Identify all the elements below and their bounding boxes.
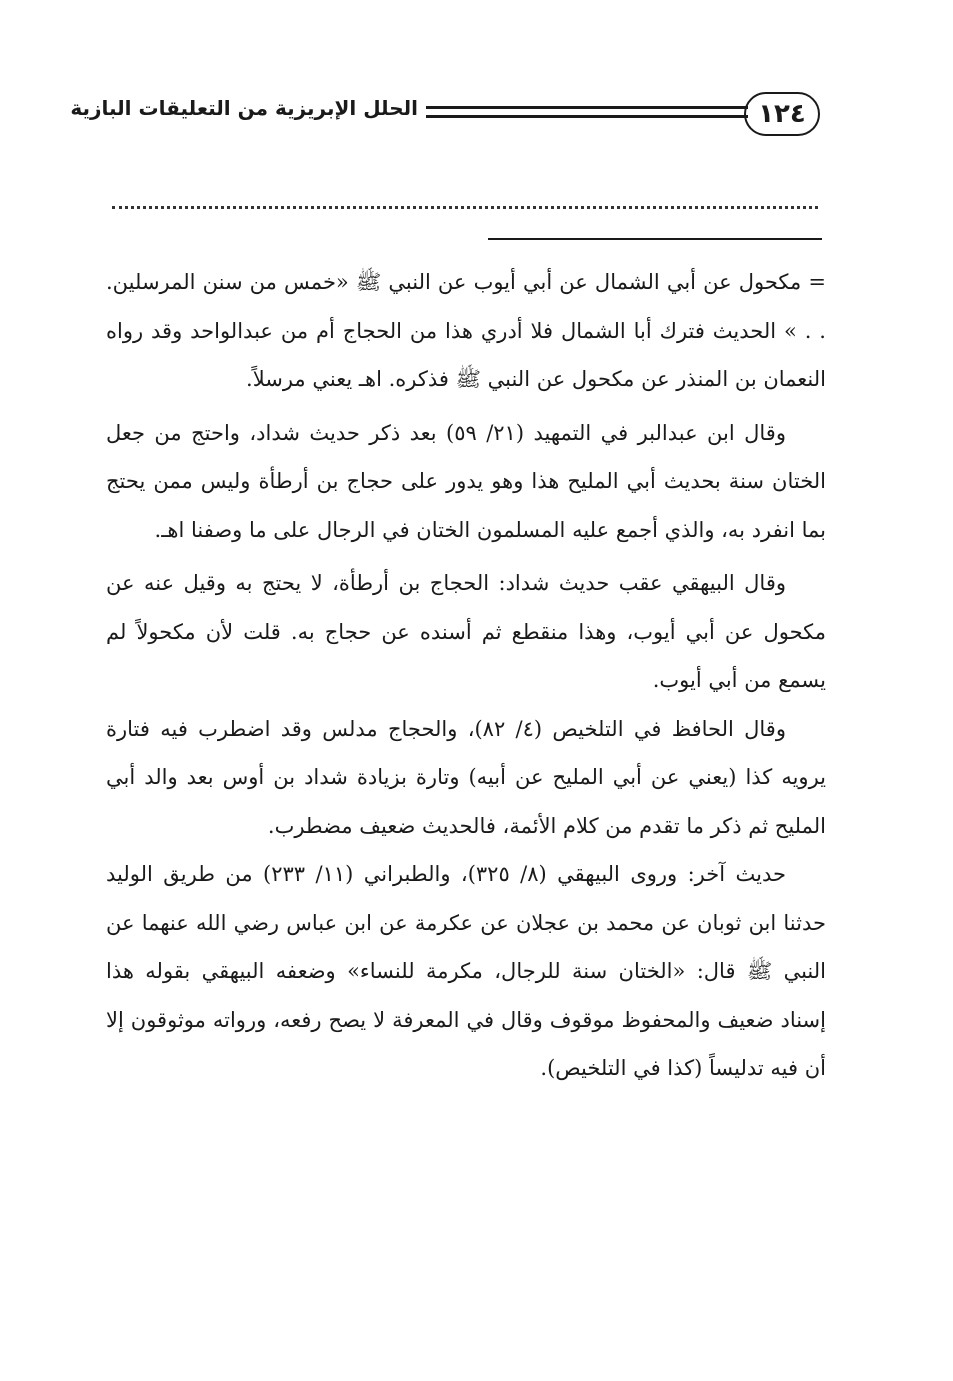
paragraph-ibn-abdulbarr: وقال ابن عبدالبر في التمهيد (٢١/ ٥٩) بعد ذكر حديث شداد، واحتج من جعل الختان سنة بحديث أبي المليح هذا وهو يدور على حجاج بن أرطأة وليس ممن يحتج بما انفرد به، والذي أجمع عليه المسلمون الختان في الرجال على ما وصفنا اهـ.: [106, 420, 826, 542]
paragraph-hafiz: وقال الحافظ في التلخيص (٤/ ٨٢)، والحجاج مدلس وقد اضطرب فيه فتارة يرويه كذا (يعني عن أبي المليح عن أبيه) وتارة بزيادة شداد بن أوس بعد والد أبي المليح ثم ذكر ما تقدم من كلام الأئمة، فالحديث ضعيف مضطرب.: [106, 716, 826, 838]
paragraph-continuation: = مكحول عن أبي الشمال عن أبي أيوب عن النبي ﷺ «خمس من سنن المرسلين. . . » الحديث فترك أبا الشمال فلا أدري هذا من الحجاج أم من عبدالواحد وقد رواه النعمان بن المنذر عن مكحول عن النبي ﷺ فذكره. اهـ يعني مرسلاً.: [106, 270, 826, 391]
running-title: الحلل الإبريزية من التعليقات البازية: [70, 96, 418, 120]
page-number: ١٢٤: [744, 92, 820, 136]
dotted-separator: [112, 206, 818, 209]
header-double-rule: [426, 106, 748, 118]
paragraph-bayhaqi: وقال البيهقي عقب حديث شداد: الحجاج بن أرطأة، لا يحتج به وقيل عنه عن مكحول عن أبي أيوب، وهذا منقطع ثم أسنده عن حجاج به. قلت لأن مكحولاً لم يسمع من أبي أيوب.: [106, 571, 826, 692]
footnote-rule: [488, 238, 822, 240]
page-header: [70, 92, 820, 142]
paragraph-another-hadith: حديث آخر: وروى البيهقي (٨/ ٣٢٥)، والطبراني (١١/ ٢٣٣) من طريق الوليد حدثنا ابن ثوبان عن محمد بن عجلان عن عكرمة عن ابن عباس رضي الله عنهما عن النبي ﷺ قال: «الختان سنة للرجال، مكرمة للنساء» وضعفه البيهقي بقوله هذا إسناد ضعيف والمحفوظ موقوف وقال في المعرفة لا يصح رفعه، ورواته موثوقون إلا أن فيه تدليساً (كذا في التلخيص).: [106, 862, 826, 1080]
body-text: [106, 258, 826, 1093]
